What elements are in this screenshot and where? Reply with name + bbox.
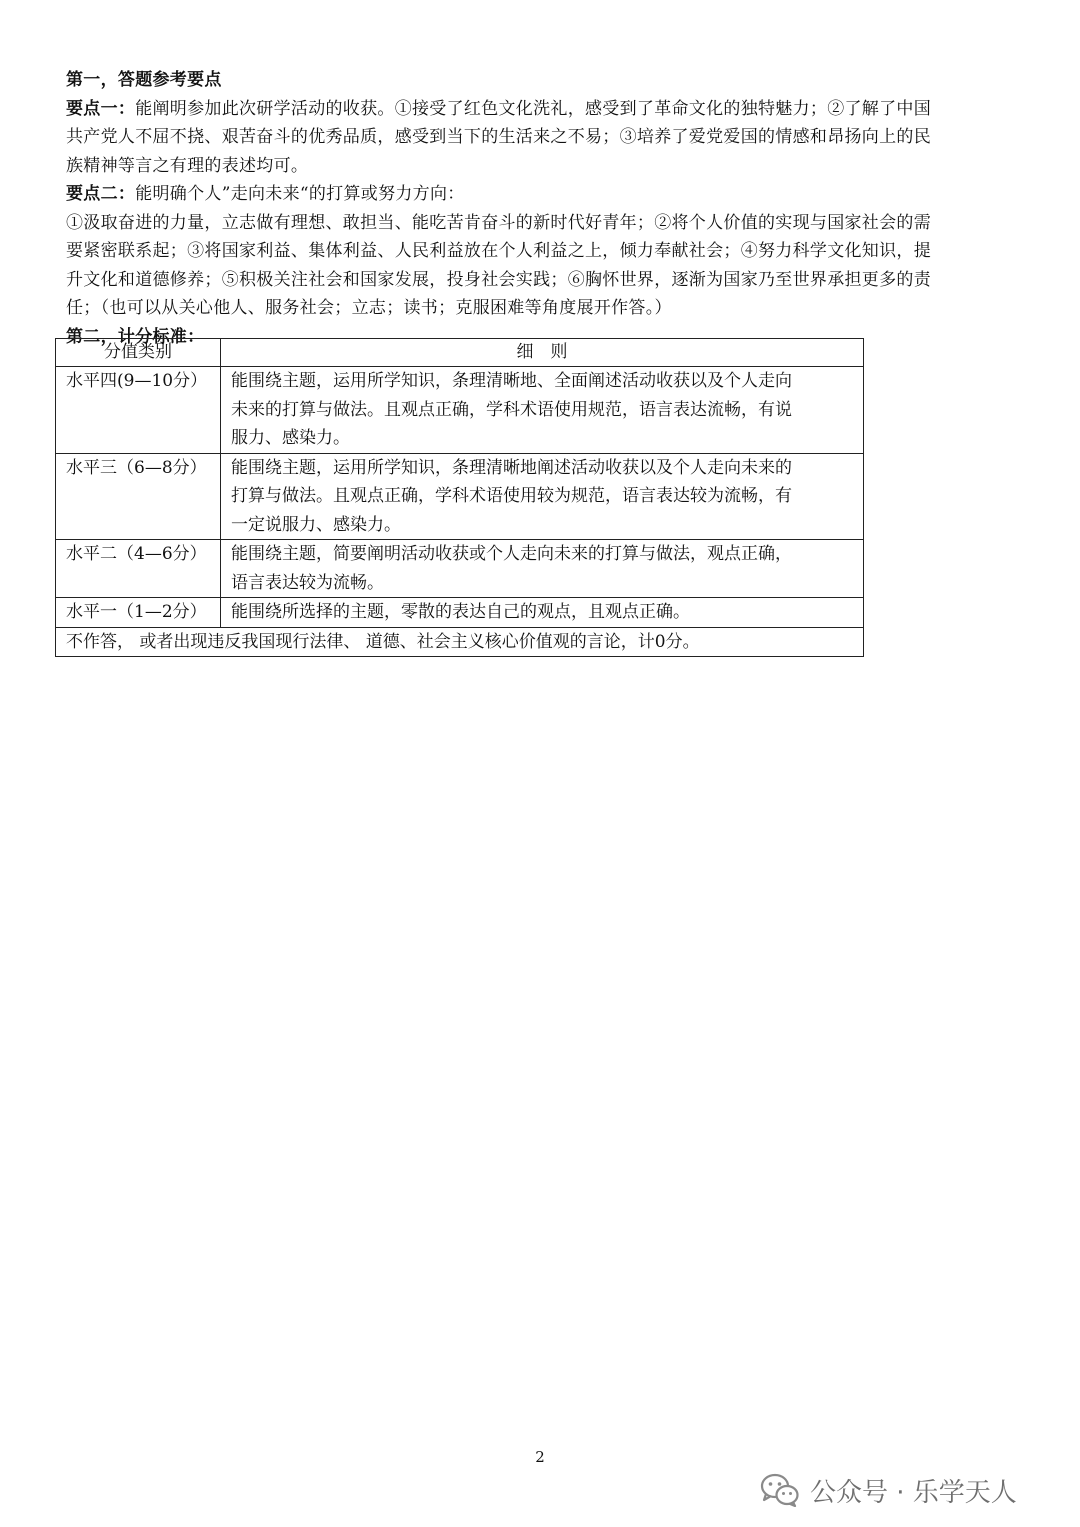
table-row: [56, 453, 864, 540]
level-cell: 水平四(9—10分）: [56, 367, 221, 454]
detail-cell: 能围绕所选择的主题，零散的表达自己的观点，且观点正确。: [221, 598, 864, 628]
section2-heading: 第二，计分标准：: [66, 326, 205, 347]
level-cell: 水平三（6—8分）: [56, 453, 221, 540]
answer-key-content: [66, 66, 1026, 351]
wechat-logo-icon: [760, 1473, 800, 1507]
point2-line-1: ①汲取奋进的力量，立志做有理想、敢担当、能吃苦肯奋斗的新时代好青年；②将个人价值的实现与国家社会的需: [66, 212, 931, 233]
point2-line-4: 任；（也可以从关心他人、服务社会；立志；读书；克服困难等角度展开作答。）: [66, 298, 672, 318]
detail-cell: 能围绕主题，运用所学知识，条理清晰地、全面阐述活动收获以及个人走向 未来的打算与做法。且观点正确，学科术语使用规范，语言表达流畅，有说 服力、感染力。: [221, 367, 864, 454]
level-cell: 水平一（1—2分）: [56, 598, 221, 628]
header-category: 分值类别: [56, 339, 221, 367]
point2-label: 要点二：: [66, 184, 136, 204]
table-footer-row: [56, 627, 864, 657]
section1-heading: 第一，答题参考要点: [66, 70, 222, 90]
header-details: 细 则: [221, 339, 864, 367]
table-header-row: [56, 339, 864, 367]
point1-label: 要点一：: [66, 98, 136, 119]
table-row: [56, 367, 864, 454]
point1-line-1: 要点一：能阐明参加此次研学活动的收获。①接受了红色文化洗礼，感受到了革命文化的独特魅力；②了解了中国: [66, 98, 932, 119]
table-row: [56, 540, 864, 598]
watermark-text: 公众号 · 乐学天人: [810, 1477, 1017, 1508]
page-number: 2: [535, 1448, 545, 1466]
point1-line-3: 族精神等言之有理的表述均可。: [66, 155, 309, 176]
point2-line-2: 要紧密联系起；③将国家利益、集体利益、人民利益放在个人利益之上，倾力奉献社会；④努力科学文化知识，提: [66, 241, 931, 261]
point1-line-2: 共产党人不屈不挠、艰苦奋斗的优秀品质，感受到当下的生活来之不易；③培养了爱党爱国的情感和昂扬向上的民: [66, 127, 931, 147]
zero-score-note: 不作答， 或者出现违反我国现行法律、 道德、社会主义核心价值观的言论，计0分。: [56, 627, 864, 657]
table-row: [56, 598, 864, 628]
watermark: [760, 1470, 1017, 1510]
scoring-table: [55, 338, 864, 657]
detail-cell: 能围绕主题，运用所学知识，条理清晰地阐述活动收获以及个人走向未来的 打算与做法。且观点正确，学科术语使用较为规范，语言表达较为流畅，有 一定说服力、感染力。: [221, 453, 864, 540]
level-cell: 水平二（4—6分）: [56, 540, 221, 598]
point2-intro: 要点二：能明确个人”走向未来“的打算或努力方向：: [66, 184, 465, 204]
point2-line-3: 升文化和道德修养；⑤积极关注社会和国家发展，投身社会实践；⑥胸怀世界，逐渐为国家乃至世界承担更多的责: [66, 269, 931, 290]
detail-cell: 能围绕主题，简要阐明活动收获或个人走向未来的打算与做法，观点正确， 语言表达较为流畅。: [221, 540, 864, 598]
